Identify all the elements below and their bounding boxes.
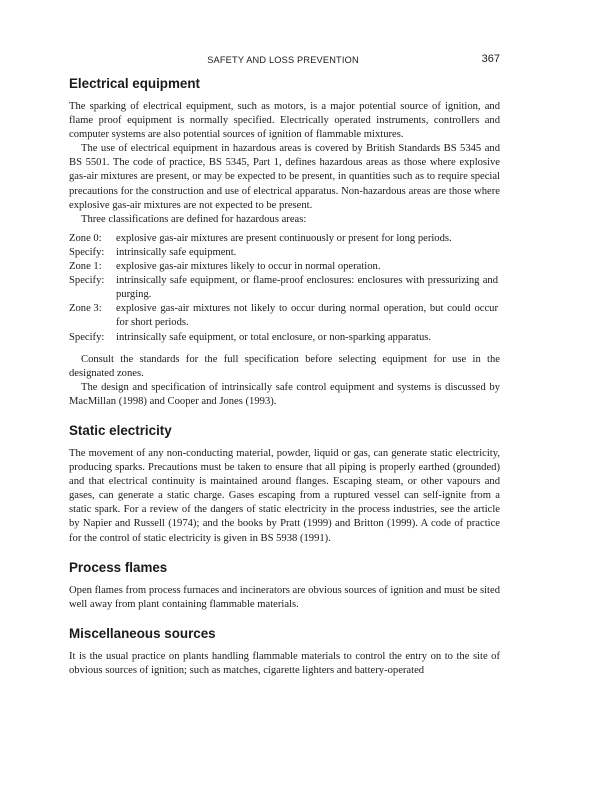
section-heading: Electrical equipment (69, 76, 200, 91)
section-electrical-equipment (69, 75, 500, 409)
page-number: 367 (481, 53, 500, 65)
paragraph: Consult the standards for the full specification before selecting equipment for use in the designated zones. (69, 353, 500, 379)
paragraph: The design and specification of intrinsically safe control equipment and systems is discussed by MacMillan (1998) and Cooper and Jones (1993). (69, 381, 500, 407)
zone-label: Zone 0: (69, 232, 102, 244)
section-static-electricity (69, 422, 500, 546)
paragraph: The sparking of electrical equipment, such as motors, is a major potential source of ignition, and flame proof equipment is normally specified. Electrically operated instruments, controllers and computer systems are also potential sources of ignition of flammable mixtures. (69, 101, 500, 141)
running-title: SAFETY AND LOSS PREVENTION (207, 55, 359, 65)
zone-row (69, 331, 500, 345)
zone-row (69, 274, 500, 302)
zone-description: intrinsically safe equipment, or flame-proof enclosures: enclosures with pressurizing and purging. (116, 275, 498, 301)
zone-label: Zone 3: (69, 303, 102, 315)
section-heading: Static electricity (69, 422, 172, 438)
zone-label: Specify: (69, 246, 105, 258)
section-process-flames (69, 559, 500, 612)
zone-description: explosive gas-air mixtures not likely to occur during normal operation, but could occur for short periods. (116, 303, 498, 329)
zone-classification-list (69, 232, 500, 345)
paragraph: It is the usual practice on plants handling flammable materials to control the entry on to the site of obvious sources of ignition; such as matches, cigarette lighters and battery-operated (69, 650, 500, 676)
zone-row (69, 246, 500, 260)
zone-description: explosive gas-air mixtures are present continuously or present for long periods. (116, 232, 452, 244)
zone-description: explosive gas-air mixtures likely to occur in normal operation. (116, 261, 381, 273)
zone-row (69, 232, 500, 246)
zone-description: intrinsically safe equipment, or total enclosure, or non-sparking apparatus. (116, 331, 432, 343)
zone-row (69, 302, 500, 330)
section-heading: Miscellaneous sources (69, 625, 216, 641)
paragraph: The movement of any non-conducting material, powder, liquid or gas, can generate static electricity, producing sparks. Precautions must be taken to ensure that all piping is properly earthed (grounded) and that electrical continuity is maintained around flanges. Escaping steam, or other vapours and gases, can generate a static charge. Gases escaping from a ruptured vessel can self-ignite from a static spark. For a review of the dangers of static electricity in the process industries, see the article by Napier and Russell (1974); and the books by Pratt (1999) and Britton (1999). A code of practice for the control of static electricity is given in BS 5938 (1991). (69, 447, 500, 544)
zone-label: Specify: (69, 275, 105, 287)
paragraph: Three classifications are defined for hazardous areas: (81, 213, 307, 225)
paragraph: The use of electrical equipment in hazardous areas is covered by British Standards BS 5345 and BS 5501. The code of practice, BS 5345, Part 1, defines hazardous areas as those where explosive gas-air mixtures are present, or may be expected to be present, in quantities such as to require special precautions for the construction and use of electrical apparatus. Non-hazardous areas are those where explosive gas-air mixtures are not expected to be present. (69, 143, 500, 211)
page-body (69, 75, 500, 678)
zone-description: intrinsically safe equipment. (116, 246, 237, 258)
zone-label: Specify: (69, 331, 105, 343)
zone-label: Zone 1: (69, 261, 102, 273)
zone-row (69, 260, 500, 274)
section-miscellaneous-sources (69, 625, 500, 678)
paragraph: Open flames from process furnaces and incinerators are obvious sources of ignition and must be sited well away from plant containing flammable materials. (69, 584, 500, 610)
section-heading: Process flames (69, 559, 168, 575)
